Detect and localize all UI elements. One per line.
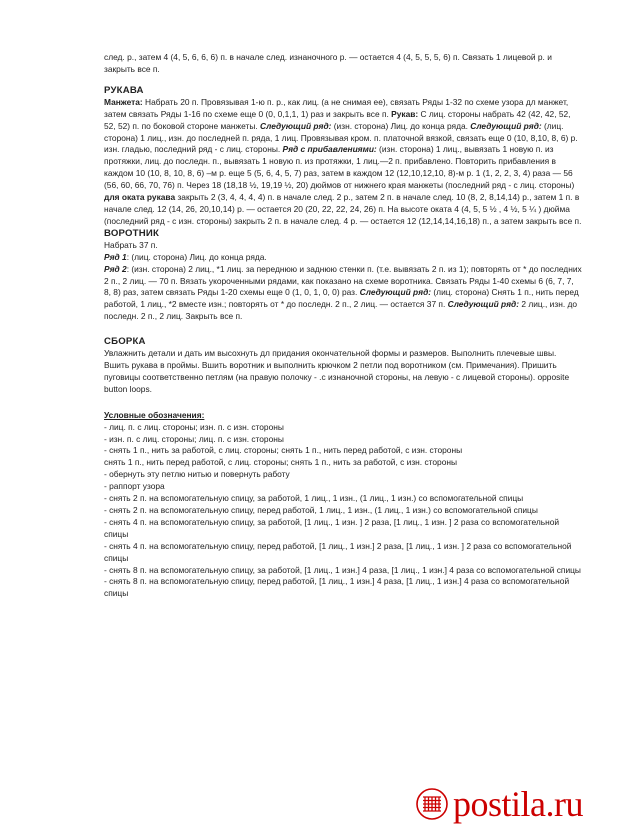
increase-row-text: (изн. сторона) 1 лиц., вывязать 1 новую п. из протяжки, лиц. до последн. п., вывязать 1 новую п. из протяжки, 1 лиц.—2 п. прибавлено. Повторить прибавления в каждом 10 (10, 8, 10, 8, 6) –м р. еще 5 (5, 6, 4, 5, 7) раз, затем в каждом 12 (12,10,12,10, 8)-м р. 1 (1, 2, 2, 3, 4) раза — 56 (56, 60, 66, 70, 76) п. Через 18 (18,18 ½, 19,19 ½, 20) дюймов от нижнего края манжеты (последний ряд - с лиц. стороны) [104, 144, 575, 191]
sleeve-label: Рукав: [391, 108, 419, 119]
legend-item: - снять 1 п., нить за работой, с лиц. стороны; снять 1 п., нить перед работой, с изн. стороны [104, 445, 463, 456]
legend-item: - раппорт узора [104, 481, 165, 492]
watermark-text: postila.ru [453, 784, 583, 824]
legend-item: - снять 2 п. на вспомогательную спицу, за работой, 1 лиц., 1 изн., (1 лиц., 1 изн.) со вспомогательной спицы [104, 493, 524, 504]
sleeve-cap-label: для оката рукава [104, 192, 176, 203]
legend-item: - обернуть эту петлю нитью и повернуть работу [104, 469, 290, 480]
legend-item: - снять 8 п. на вспомогательную спицу, за работой, [1 лиц., 1 изн.] 4 раза, [1 лиц., 1 изн.] 4 раза со вспомогательной спицы [104, 564, 581, 575]
row-1-text: : (лиц. сторона) Лиц. до конца ряда. [126, 251, 267, 262]
watermark [415, 784, 583, 824]
sleeves-paragraph [104, 97, 582, 228]
collar-cast-on: Набрать 37 п. [104, 239, 158, 250]
legend-item: снять 1 п., нить перед работой, с лиц. стороны; снять 1 п., нить за работой, с изн. стороны [104, 457, 457, 468]
row-2-label: Ряд 2 [104, 263, 127, 274]
next-row-text: (лиц. сторона) 1 лиц., изн. до последней п. ряда, 1 лиц. Провязывая кром. п. платочной вязкой, связать еще 0 (10, 8,10, 8, 6) р. изн. гладью, последний ряд - с лиц. стороны. [104, 120, 578, 155]
cuff-text: Набрать 20 п. Провязывая 1-ю п. р., как лиц. (а не снимая ее), связать Ряды 1-32 по схеме узора дл манжет, затем связать Ряды 1-16 по схеме еще 0 (0, 0,1,1, 1) раз и закрыть все п. [104, 96, 569, 119]
legend-item: - изн. п. с лиц. стороны; лиц. п. с изн. стороны [104, 433, 284, 444]
legend-item: - снять 2 п. на вспомогательную спицу, перед работой, 1 лиц., 1 изн., (1 лиц., 1 изн.) со вспомогательной спицы [104, 505, 538, 515]
next-row-text: (лиц. сторона) Снять 1 п., нить перед работой, 1 лиц., *2 вместе изн.; повторять от * до последн. 2 п., 2 лиц. — остается 37 п. [104, 287, 579, 310]
next-row-text: 2 лиц., изн. до последн. 2 п., 2 лиц. Закрыть все п. [104, 299, 578, 322]
legend-item: - снять 8 п. на вспомогательную спицу, перед работой, [1 лиц., 1 изн.] 4 раза, [1 лиц., 1 изн.] 4 раза со вспомогательной спицы [104, 576, 570, 599]
next-row-label: Следующий ряд: [359, 287, 432, 298]
next-row-label: Следующий ряд: [470, 120, 542, 131]
legend-heading: Условные обозначения: [104, 409, 205, 420]
sleeve-cap-text: закрыть 2 (3, 4, 4, 4, 4) п. в начале след. 2 р., затем 2 п. в начале след. 10 (8, 2, 8,14,14) р., затем 1 п. в начале след. 12 (14, 26, 20,10,14) р. — остается 20 (20, 22, 22, 24, 26) п. На высоте оката 4 (4, 5, 5 ½ , 4 ½, 5 ¼ ) дюйма (последний ряд - с изн. стороны) закрыть 2 п. в начале след. 4 р. — остается 12 (12,14,14,16,18) п., а затем закрыть все п. [104, 192, 582, 226]
collar-row-1 [104, 252, 582, 264]
top-paragraph: след. р., затем 4 (4, 5, 6, 6, 6) п. в начале след. изнаночного р. — остается 4 (4, 5, 5, 5, 6) п. Связать 1 лицевой р. и закрыть все п. [104, 52, 552, 74]
assembly-text: Увлажнить детали и дать им высохнуть дл придания окончательной формы и размеров. Выполнить плечевые швы. Вшить рукава в проймы. Вшить воротник и выполнить крючком 2 петли под воротником (см. Примечания). Пришить пуговицы соответственно петлям (на правую полочку - .с изнаночной стороны, на левую - с лицевой стороны). opposite button loops. [104, 348, 570, 394]
cuff-label: Манжета: [104, 96, 143, 107]
legend-item: - снять 4 п. на вспомогательную спицу, перед работой, [1 лиц., 1 изн.] 2 раза, [1 лиц., 1 изн. ] 2 раза со вспомогательной спицы [104, 540, 572, 563]
assembly-heading: СБОРКА [104, 336, 146, 348]
collar-row-2 [104, 264, 582, 324]
legend-item: - снять 4 п. на вспомогательную спицу, за работой, [1 лиц., 1 изн. ] 2 раза, [1 лиц., 1 изн. ] 2 раза со вспомогательной спицы [104, 516, 560, 539]
next-row-label: Следующий ряд: [260, 120, 332, 131]
increase-row-label: Ряд с прибавлениями: [282, 144, 377, 155]
row-2-text: : (изн. сторона) 2 лиц., *1 лиц. за переднюю и заднюю стенки п. (т.е. вывязать 2 п. из 1); повторять от * до последних 2 п., 2 лиц. — 70 п. Вязать укороченными рядами, как показано на схеме воротника. Связать Ряды 1-40 схемы 6 (6, 7, 7, 8, 8) раз, затем связать Ряды 1-20 схемы еще 0 (1, 0, 1, 0, 0) раз. [104, 263, 582, 298]
document-page [104, 52, 582, 600]
collar-heading: ВОРОТНИК [104, 227, 160, 239]
next-row-text: (изн. сторона) Лиц. до конца ряда. [331, 120, 471, 131]
sleeve-text: С лиц. стороны набрать 42 (42, 42, 52, 52, 52) п. по боковой стороне манжеты. [104, 108, 571, 131]
postila-logo-icon [415, 787, 449, 821]
sleeves-heading: РУКАВА [104, 84, 144, 96]
next-row-label: Следующий ряд: [447, 299, 520, 310]
legend-item: - лиц. п. с лиц. стороны; изн. п. с изн. стороны [104, 421, 284, 432]
row-1-label: Ряд 1 [104, 251, 127, 262]
